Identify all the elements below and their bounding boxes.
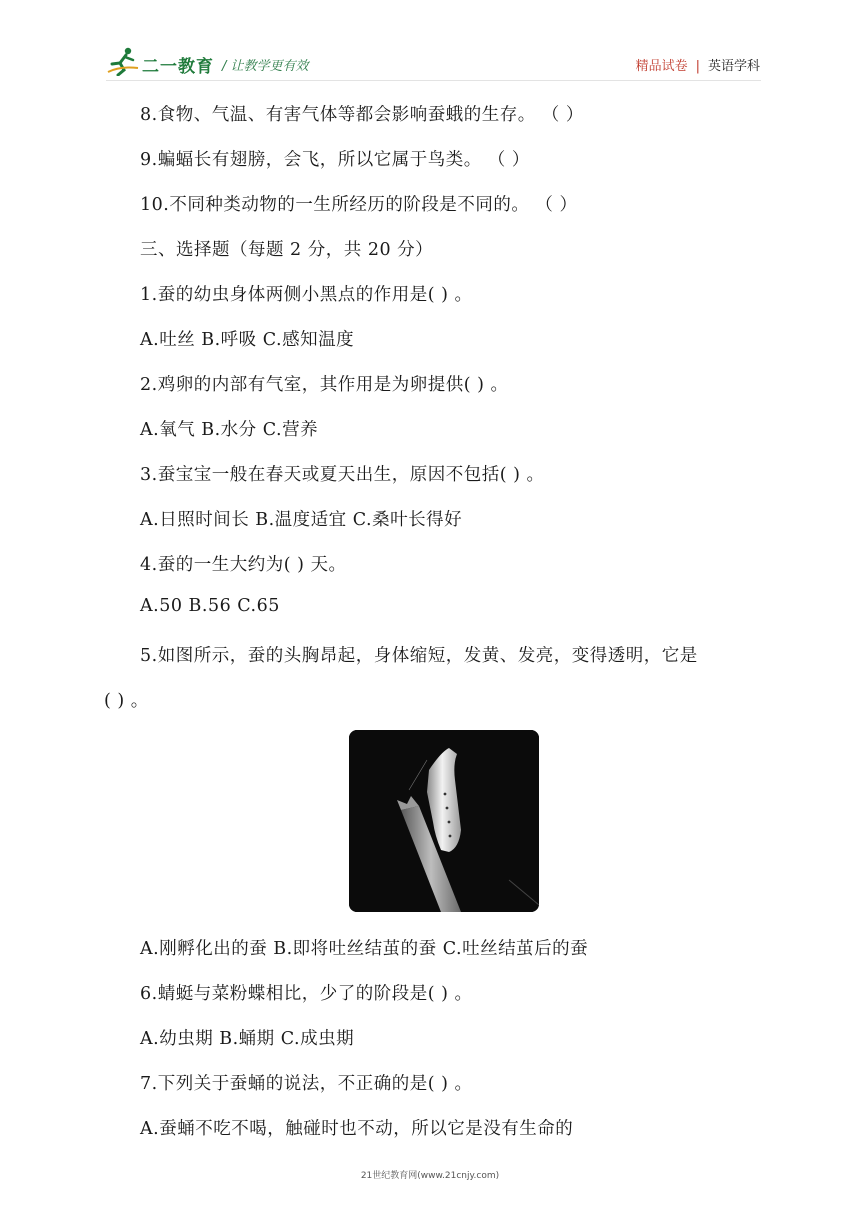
options-1: A.吐丝 B.呼吸 C.感知温度	[140, 330, 355, 350]
header-divider	[106, 80, 761, 81]
page-header	[0, 0, 860, 84]
tag-separator: |	[695, 59, 700, 74]
logo	[106, 44, 236, 80]
section-heading: 三、选择题（每题 2 分，共 20 分）	[140, 240, 434, 260]
options-4: A.50 B.56 C.65	[140, 596, 280, 616]
silkworm-image-icon	[349, 730, 539, 912]
options-5: A.刚孵化出的蚕 B.即将吐丝结茧的蚕 C.吐丝结茧后的蚕	[140, 939, 589, 959]
question-4: 4.蚕的一生大约为( ) 天。	[140, 555, 347, 575]
question-7: 7.下列关于蚕蛹的说法，不正确的是( ) 。	[140, 1074, 473, 1094]
page-footer: 21世纪教育网(www.21cnjy.com)	[360, 1171, 500, 1181]
options-6: A.幼虫期 B.蛹期 C.成虫期	[140, 1029, 355, 1049]
runner-logo-icon	[106, 46, 140, 76]
options-2: A.氧气 B.水分 C.营养	[140, 420, 319, 440]
silkworm-photo	[349, 730, 539, 912]
question-6: 6.蜻蜓与菜粉蝶相比，少了的阶段是( ) 。	[140, 984, 473, 1004]
question-tf-9: 9.蝙蝠长有翅膀，会飞，所以它属于鸟类。 （ ）	[140, 150, 530, 170]
slogan: / 让教学更有效	[222, 59, 309, 74]
question-5-blank: ( ) 。	[104, 691, 149, 711]
tag-subject: 英语学科	[707, 59, 760, 74]
logo-text: 二一教育	[142, 57, 214, 77]
header-tags	[636, 55, 760, 74]
question-3: 3.蚕宝宝一般在春天或夏天出生，原因不包括( ) 。	[140, 465, 545, 485]
question-tf-10: 10.不同种类动物的一生所经历的阶段是不同的。 （ ）	[140, 195, 578, 215]
question-5: 5.如图所示，蚕的头胸昂起，身体缩短，发黄、发亮，变得透明，它是	[140, 646, 698, 666]
question-tf-8: 8.食物、气温、有害气体等都会影响蚕蛾的生存。 （ ）	[140, 105, 584, 125]
tag-premium: 精品试卷	[635, 59, 688, 74]
question-1: 1.蚕的幼虫身体两侧小黑点的作用是( ) 。	[140, 285, 473, 305]
question-2: 2.鸡卵的内部有气室，其作用是为卵提供( ) 。	[140, 375, 509, 395]
options-3: A.日照时间长 B.温度适宜 C.桑叶长得好	[140, 510, 463, 530]
option-7a: A.蚕蛹不吃不喝，触碰时也不动，所以它是没有生命的	[140, 1119, 574, 1139]
